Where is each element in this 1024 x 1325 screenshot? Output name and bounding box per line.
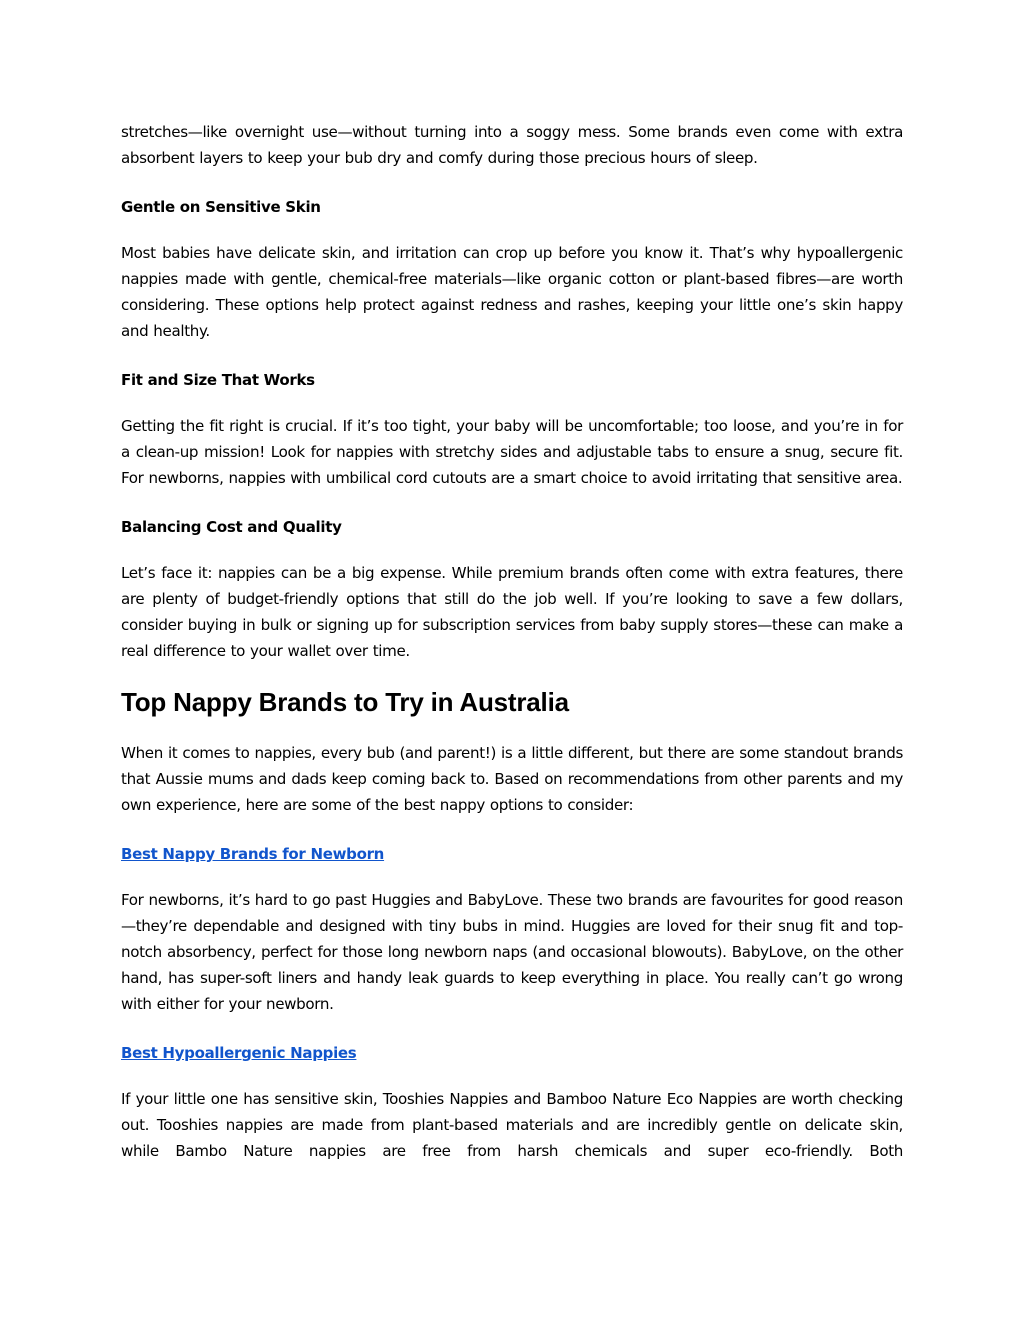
- heading-gentle-skin: Gentle on Sensitive Skin: [121, 198, 321, 216]
- document-page: [121, 119, 903, 1164]
- heading-fit-size: Fit and Size That Works: [121, 371, 315, 389]
- heading-top-brands: Top Nappy Brands to Try in Australia: [121, 687, 569, 717]
- link-best-newborn-brands[interactable]: Best Nappy Brands for Newborn: [121, 845, 385, 863]
- heading-hypoallergenic: [121, 1040, 903, 1066]
- paragraph-fit-size: Getting the fit right is crucial. If it’s too tight, your baby will be uncomfortable; too loose, and you’re in for a clean-up mission! Look for nappies with stretchy sides and adjustable tabs to ensure a snug, secure fit. For newborns, nappies with umbilical cord cutouts are a smart choice to avoid irritating that sensitive area.: [121, 417, 903, 487]
- paragraph-hypoallergenic: If your little one has sensitive skin, Tooshies Nappies and Bamboo Nature Eco Nappies are worth checking out. Tooshies nappies are made from plant-based materials and are incredibly gentle on delicate skin, while Bambo Nature nappies are free from harsh chemicals and super eco-friendly. Both: [121, 1090, 903, 1160]
- paragraph-newborn: For newborns, it’s hard to go past Huggies and BabyLove. These two brands are favourites for good reason—they’re dependable and designed with tiny bubs in mind. Huggies are loved for their snug fit and top-notch absorbency, perfect for those long newborn naps (and occasional blowouts). BabyLove, on the other hand, has super-soft liners and handy leak guards to keep everything in place. You really can’t go wrong with either for your newborn.: [121, 891, 903, 1013]
- paragraph-overnight: stretches—like overnight use—without turning into a soggy mess. Some brands even come with extra absorbent layers to keep your bub dry and comfy during those precious hours of sleep.: [121, 123, 903, 167]
- paragraph-top-brands: When it comes to nappies, every bub (and parent!) is a little different, but there are some standout brands that Aussie mums and dads keep coming back to. Based on recommendations from other parents and my own experience, here are some of the best nappy options to consider:: [121, 744, 903, 814]
- heading-newborn: [121, 841, 903, 867]
- heading-cost-quality: Balancing Cost and Quality: [121, 518, 342, 536]
- paragraph-gentle-skin: Most babies have delicate skin, and irritation can crop up before you know it. That’s why hypoallergenic nappies made with gentle, chemical-free materials—like organic cotton or plant-based fibres—are worth considering. These options help protect against redness and rashes, keeping your little one’s skin happy and healthy.: [121, 244, 903, 340]
- link-best-hypoallergenic-nappies[interactable]: Best Hypoallergenic Nappies: [121, 1044, 357, 1062]
- paragraph-cost-quality: Let’s face it: nappies can be a big expense. While premium brands often come with extra features, there are plenty of budget-friendly options that still do the job well. If you’re looking to save a few dollars, consider buying in bulk or signing up for subscription services from baby supply stores—these can make a real difference to your wallet over time.: [121, 564, 903, 660]
